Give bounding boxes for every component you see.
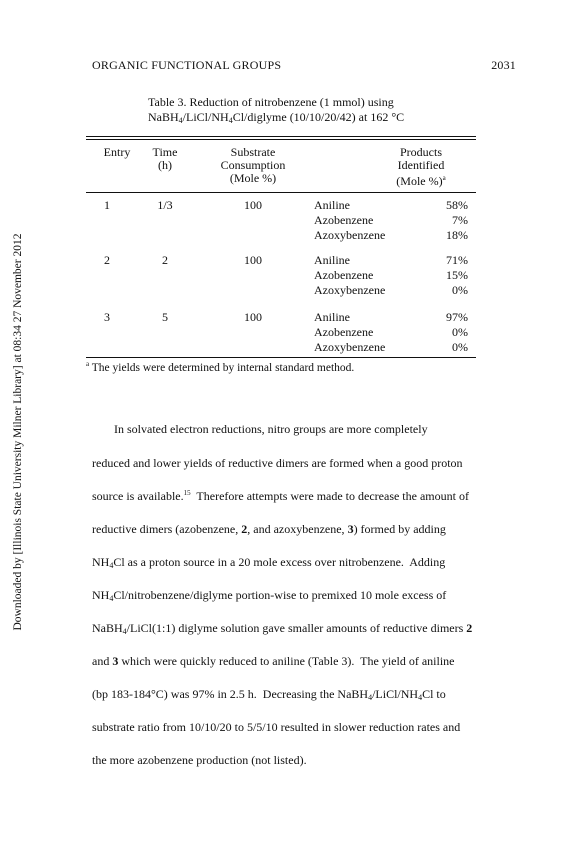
paragraph-line-6: $NH_4Cl/nitrobenzene$/diglyme portion-wise to premixed 10 mole excess of — [92, 588, 447, 603]
row3-yield-2: 0% — [452, 325, 468, 339]
table-top-rule — [86, 136, 476, 137]
row1-product-3: Azoxybenzene — [314, 228, 386, 242]
row3-product-3: Azoxybenzene — [314, 340, 386, 354]
paragraph-line-2: reduced and lower yields of reductive dimers are formed when a good proton — [92, 456, 463, 470]
paragraph-line-1: In solvated electron reductions, nitro groups are more completely — [114, 422, 428, 436]
paragraph-line-10: substrate ratio from 10/10/20 to 5/5/10 resulted in slower reduction rates and — [92, 720, 461, 734]
row1-product-2: Azobenzene — [314, 213, 374, 227]
row2-time: 2 — [162, 253, 168, 267]
table-bottom-rule — [86, 357, 476, 358]
row3-time: 5 — [162, 310, 168, 324]
row3-product-2: Azobenzene — [314, 325, 374, 339]
row3-yield-1: 97% — [446, 310, 468, 324]
paragraph-line-9: (bp 183-184°C) was 97% in 2.5 h. Decreasing the $NaBH_4/LiCl/NH_4Cl$ to — [92, 687, 446, 702]
row3-consumption: 100 — [244, 310, 262, 324]
row2-product-3: Azoxybenzene — [314, 283, 386, 297]
paragraph-line-5: $NH_4Cl$ as a proton source in a 20 mole excess over nitrobenzene. Adding — [92, 555, 446, 570]
row1-yield-2: 7% — [452, 213, 468, 227]
row1-time: 1/3 — [157, 198, 173, 212]
paragraph-line-7: NaBH$_4$/LiCl(1:1) diglyme solution gave smaller amounts of reductive dimers 2 — [92, 621, 473, 636]
journal-section-title: ORGANIC FUNCTIONAL GROUPS — [92, 58, 282, 72]
row1-yield-1: 58% — [446, 198, 468, 212]
page-number: 2031 — [491, 58, 516, 72]
row1-yield-3: 18% — [446, 228, 468, 242]
paragraph-line-4: reductive dimers (azobenzene, 2, and azoxybenzene, 3) formed by adding — [92, 522, 446, 536]
header-time: Time (h) — [152, 145, 178, 172]
row2-yield-3: 0% — [452, 283, 468, 297]
paragraph-line-8: and 3 which were quickly reduced to aniline (Table 3). The yield of aniline — [92, 654, 455, 668]
row2-yield-2: 15% — [446, 268, 468, 282]
row1-product-1: Aniline — [314, 198, 350, 212]
row2-entry: 2 — [104, 253, 110, 267]
row3-product-1: Aniline — [314, 310, 350, 324]
paragraph-line-3: source is available.$^{15}$ Therefore attempts were made to decrease the amount of — [92, 489, 469, 503]
table-footnote: $^a$ The yields were determined by internal standard method. — [86, 360, 355, 374]
row2-product-1: Aniline — [314, 253, 350, 267]
row3-entry: 3 — [104, 310, 110, 324]
row2-yield-1: 71% — [446, 253, 468, 267]
table-top-rule-2 — [86, 139, 476, 140]
header-substrate-consumption: Substrate Consumption (Mole %) — [220, 145, 286, 185]
paragraph-line-11: the more azobenzene production (not listed). — [92, 753, 307, 767]
row1-consumption: 100 — [244, 198, 262, 212]
header-entry: Entry — [103, 145, 131, 159]
table-header-rule — [86, 192, 476, 193]
row3-yield-3: 0% — [452, 340, 468, 354]
row1-entry: 1 — [104, 198, 110, 212]
download-watermark-text: Downloaded by [Illinois State University Milner Library] at 08:34 27 November 2012 — [12, 233, 24, 631]
caption-line-2: $NaBH_4/LiCl/NH_4Cl$/diglyme (10/10/20/42) at 162 °C — [148, 110, 405, 125]
header-products: Products Identified (Mole %)$^a$ — [396, 145, 446, 188]
row2-consumption: 100 — [244, 253, 262, 267]
table-caption — [148, 95, 448, 128]
caption-line-1: Table 3. Reduction of nitrobenzene (1 mmol) using — [148, 95, 394, 109]
row2-product-2: Azobenzene — [314, 268, 374, 282]
